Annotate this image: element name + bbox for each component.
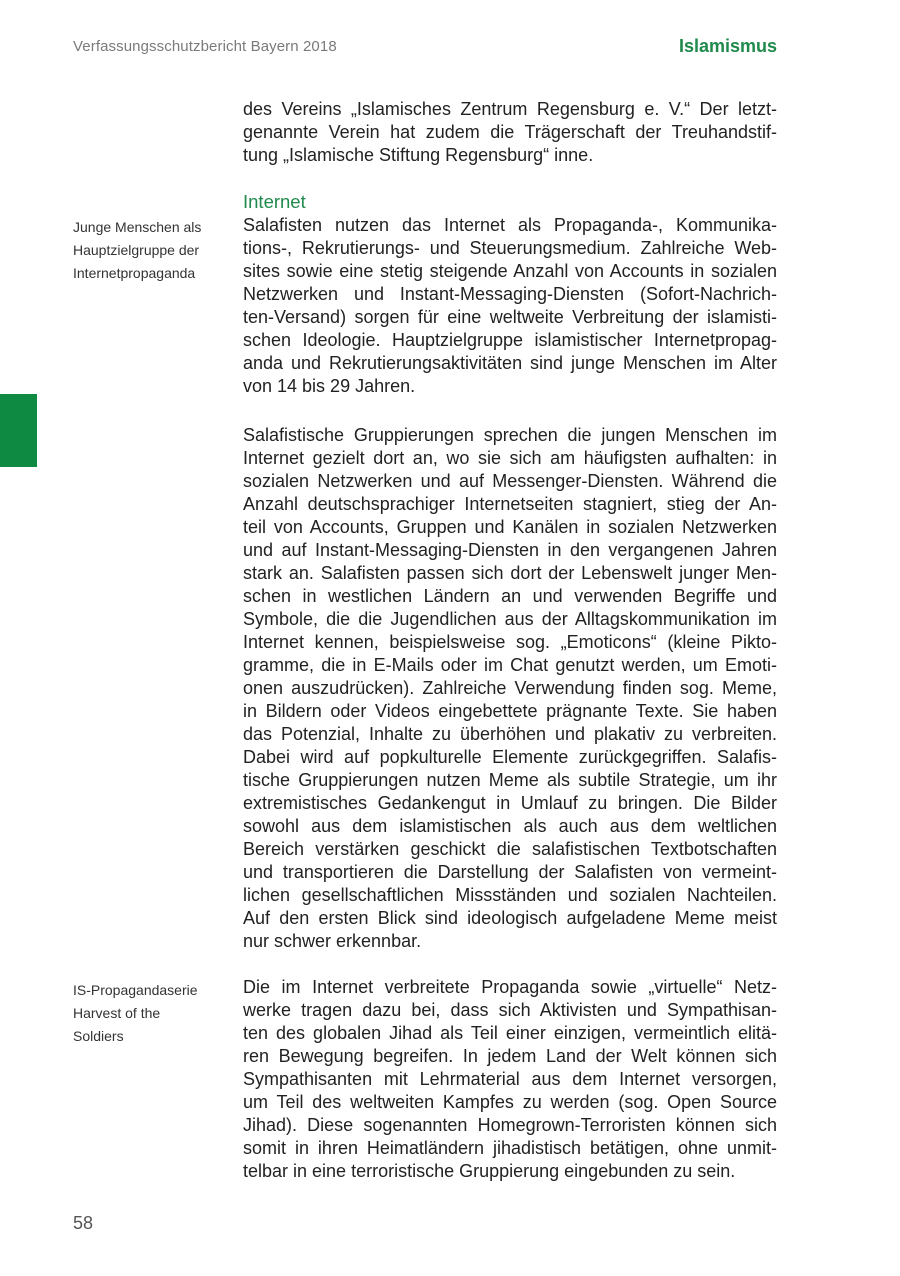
margin-note-line: Junge Menschen als: [73, 219, 202, 235]
text-line: Auf den ersten Blick sind ideologisch aufgeladene Meme meist: [243, 908, 777, 928]
paragraph-salafist-groups: [243, 424, 777, 953]
text-line: tische Gruppierungen nutzen Meme als subtile Strategie, um ihr: [243, 770, 777, 790]
margin-note-is-propaganda: [73, 979, 223, 1048]
text-line: von 14 bis 29 Jahren.: [243, 376, 416, 396]
text-line: Salafisten nutzen das Internet als Propaganda-, Kommunika-: [243, 215, 777, 235]
paragraph-internet-propaganda: [243, 214, 777, 398]
text-line: Symbole, die die Jugendlichen aus der Alltagskommunikation im: [243, 609, 777, 629]
text-line: des Vereins „Islamisches Zentrum Regensburg e. V.“ Der letzt-: [243, 99, 777, 119]
text-line: in Bildern oder Videos eingebettete prägnante Texte. Sie haben: [243, 701, 777, 721]
text-line: Internet kennen, beispielsweise sog. „Emoticons“ (kleine Pikto-: [243, 632, 777, 652]
text-line: um Teil des weltweiten Kampfes zu werden (sog. Open Source: [243, 1092, 777, 1112]
text-line: schen in westlichen Ländern an und verwenden Begriffe und: [243, 586, 777, 606]
text-line: tung „Islamische Stiftung Regensburg“ inne.: [243, 145, 594, 165]
text-line: somit in ihren Heimatländern jihadistisch betätigen, ohne unmit-: [243, 1138, 777, 1158]
text-line: sites sowie eine stetig steigende Anzahl von Accounts in sozialen: [243, 261, 777, 281]
text-line: nur schwer erkennbar.: [243, 931, 422, 951]
text-line: das Potenzial, Inhalte zu überhöhen und plakativ zu verbreiten.: [243, 724, 777, 744]
text-line: sowohl aus dem islamistischen als auch aus dem weltlichen: [243, 816, 777, 836]
text-line: ten des globalen Jihad als Teil einer einzigen, vermeintlich elitä-: [243, 1023, 777, 1043]
text-line: Sympathisanten mit Lehrmaterial aus dem Internet versorgen,: [243, 1069, 777, 1089]
text-line: lichen gesellschaftlichen Missständen und sozialen Nachteilen.: [243, 885, 777, 905]
text-line: stark an. Salafisten passen sich dort der Lebenswelt junger Men-: [243, 563, 777, 583]
text-line: Die im Internet verbreitete Propaganda sowie „virtuelle“ Netz-: [243, 977, 777, 997]
chapter-tab-marker: [0, 394, 37, 467]
margin-note-line: Soldiers: [73, 1028, 124, 1044]
text-line: Jihad). Diese sogenannten Homegrown-Terroristen können sich: [243, 1115, 777, 1135]
text-line: Dabei wird auf popkulturelle Elemente zurückgegriffen. Salafis-: [243, 747, 777, 767]
text-line: extremistisches Gedankengut in Umlauf zu bringen. Die Bilder: [243, 793, 777, 813]
text-line: ren Bewegung begreifen. In jedem Land der Welt können sich: [243, 1046, 777, 1066]
text-line: tions-, Rekrutierungs- und Steuerungsmedium. Zahlreiche Web-: [243, 238, 777, 258]
chapter-title: Islamismus: [678, 36, 777, 56]
text-line: Salafistische Gruppierungen sprechen die jungen Menschen im: [243, 425, 777, 445]
text-line: schen Ideologie. Hauptzielgruppe islamistischer Internetpropag-: [243, 330, 777, 350]
text-line: Bereich verstärken geschickt die salafistischen Textbotschaften: [243, 839, 777, 859]
text-line: und transportieren die Darstellung der Salafisten von vermeint-: [243, 862, 777, 882]
margin-note-line: Hauptzielgruppe der: [73, 242, 200, 258]
running-header-title: Verfassungsschutzbericht Bayern 2018: [73, 38, 337, 55]
text-line: Internet gezielt dort an, wo sie sich am häufigsten aufhalten: in: [243, 448, 777, 468]
text-line: Netzwerken und Instant-Messaging-Diensten (Sofort-Nachrich-: [243, 284, 777, 304]
margin-note-line: Harvest of the: [73, 1005, 161, 1021]
margin-note-target-group: [73, 216, 223, 285]
text-line: gramme, die in E-Mails oder im Chat genutzt werden, um Emoti-: [243, 655, 777, 675]
text-line: sozialen Netzwerken und auf Messenger-Diensten. Während die: [243, 471, 777, 491]
text-line: und auf Instant-Messaging-Diensten in den vergangenen Jahren: [243, 540, 777, 560]
text-line: anda und Rekrutierungsaktivitäten sind junge Menschen im Alter: [243, 353, 777, 373]
paragraph-virtual-networks: [243, 976, 777, 1183]
intro-paragraph: [243, 98, 777, 167]
text-line: telbar in eine terroristische Gruppierung eingebunden zu sein.: [243, 1161, 736, 1181]
text-line: Anzahl deutschsprachiger Internetseiten stagniert, stieg der An-: [243, 494, 777, 514]
text-line: genannte Verein hat zudem die Trägerschaft der Treuhandstif-: [243, 122, 777, 142]
section-heading-internet: Internet: [243, 191, 306, 212]
text-line: werke tragen dazu bei, dass sich Aktivisten und Sympathisan-: [243, 1000, 777, 1020]
text-line: teil von Accounts, Gruppen und Kanälen in sozialen Netzwerken: [243, 517, 777, 537]
margin-note-line: IS-Propagandaserie: [73, 982, 198, 998]
text-line: ten-Versand) sorgen für eine weltweite Verbreitung der islamisti-: [243, 307, 777, 327]
page-number: 58: [73, 1213, 94, 1233]
margin-note-line: Internetpropaganda: [73, 265, 196, 281]
text-line: onen auszudrücken). Zahlreiche Verwendung finden sog. Meme,: [243, 678, 777, 698]
